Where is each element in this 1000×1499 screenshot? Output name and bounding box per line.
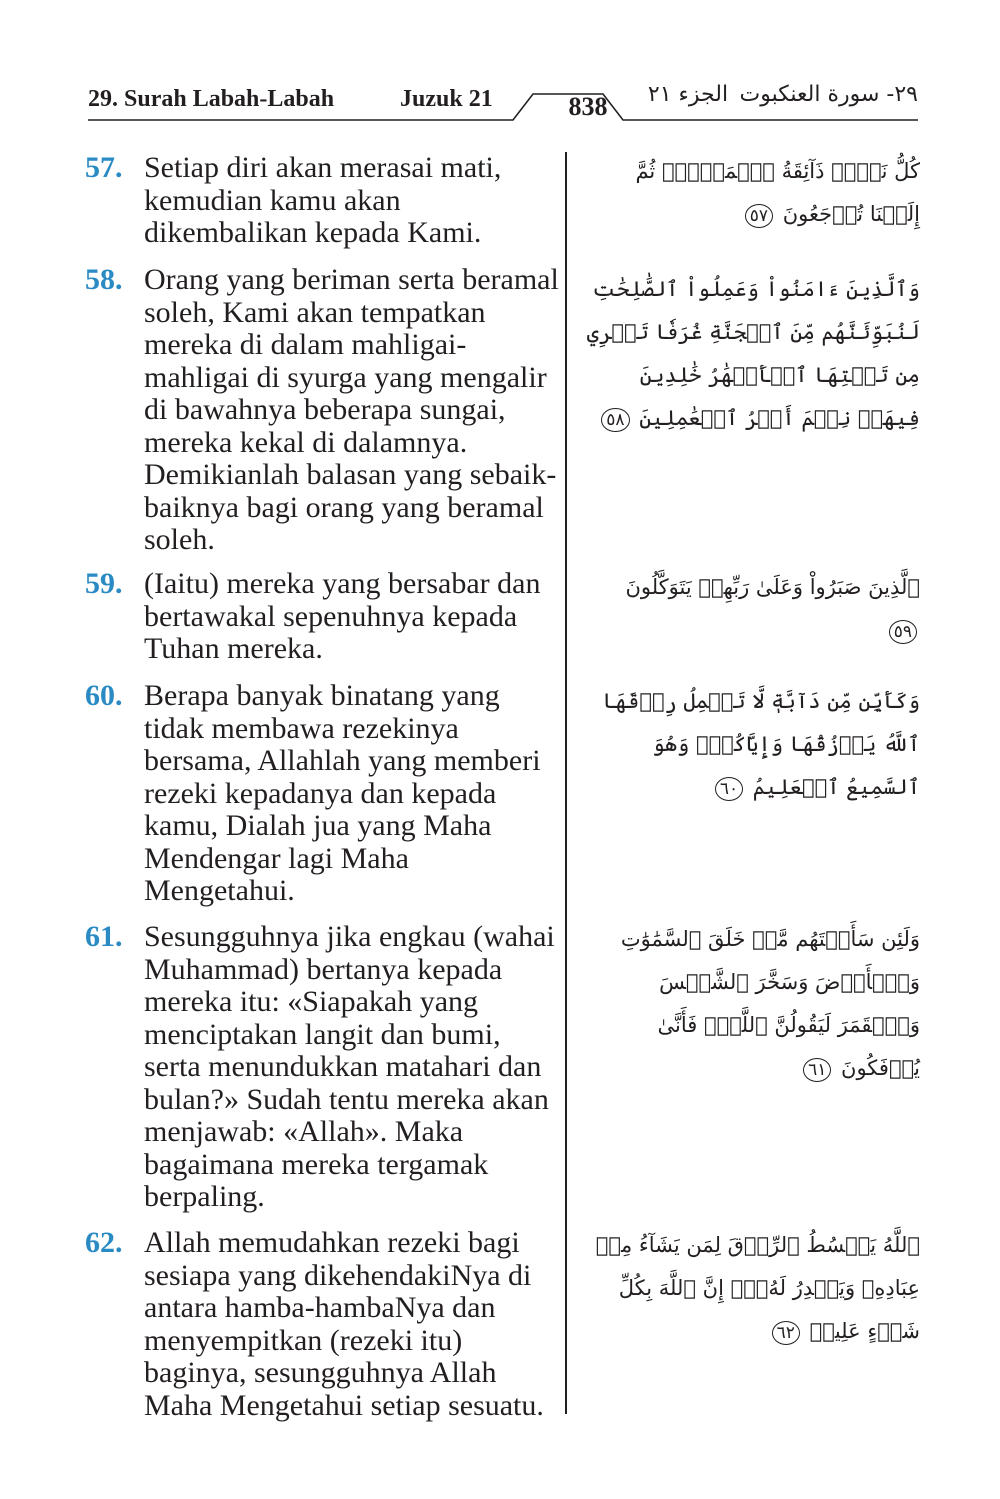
verse-arabic bbox=[585, 680, 920, 809]
verse-number: 61. bbox=[85, 920, 123, 953]
translation-text: Allah memudahkan rezeki bagi sesiapa yang dikehendakiNya di antara hamba-hambaNya dan menyempitkan (rezeki itu) baginya, sesungguhnya Allah Maha Mengetahui setiap sesuatu. bbox=[144, 1226, 544, 1422]
translation-text: Berapa banyak binatang yang tidak membawa rezekinya bersama, Allahlah yang memberi rezeki kepadanya dan kepada kamu, Dialah jua yang Maha Mendengar lagi Maha Mengetahui. bbox=[144, 679, 541, 907]
translation-text: Orang yang beriman serta beramal soleh, Kami akan tempatkan mereka di dalam mahligai-mahligai di syurga yang mengalir di bawahnya beberapa sungai, mereka kekal di dalamnya. Demikianlah balasan yang sebaik-baiknya bagi orang yang beramal soleh. bbox=[144, 263, 559, 556]
juz-label-arabic: الجزء ٢١ bbox=[647, 82, 729, 107]
surah-title-latin: 29. Surah Labah-Labah bbox=[88, 86, 335, 112]
ayah-end-marker: ٥٨ bbox=[601, 408, 629, 432]
juzuk-label: Juzuk 21 bbox=[400, 86, 493, 112]
arabic-text: كُلُّ نَفۡسٖ ذَآئِقَةُ ٱلۡمَوۡتِۖ ثُمَّ إِلَيۡنَا تُرۡجَعُونَ bbox=[635, 159, 920, 226]
translation-text: Setiap diri akan merasai mati, kemudian kamu akan dikembalikan kepada Kami. bbox=[144, 151, 502, 249]
surah-title-arabic: ٢٩- سورة العنكبوت bbox=[739, 82, 918, 107]
translation-text: Sesungguhnya jika engkau (wahai Muhammad) bertanya kepada mereka itu: «Siapakah yang menciptakan langit dan bumi, serta menundukkan matahari dan bulan?» Sudah tentu mereka akan menjawab: «Allah». Maka bagaimana mereka tergamak berpaling. bbox=[144, 920, 555, 1213]
arabic-text: وَلَئِن سَأَلۡتَهُم مَّنۡ خَلَقَ ٱلسَّمَٰوَٰتِ وَٱلۡأَرۡضَ وَسَخَّرَ ٱلشَّمۡسَ وَٱلۡقَمَرَ لَيَقُولُنَّ ٱللَّهُۖ فَأَنَّىٰ يُؤۡفَكُونَ bbox=[620, 927, 920, 1080]
verse-translation bbox=[85, 568, 560, 666]
verse-translation bbox=[85, 264, 560, 557]
verse-translation bbox=[85, 680, 560, 908]
column-divider bbox=[565, 152, 567, 1414]
verse-number: 57. bbox=[85, 151, 123, 184]
page-number: 838 bbox=[568, 92, 608, 121]
verse-arabic bbox=[585, 268, 920, 440]
verse-number: 62. bbox=[85, 1226, 123, 1259]
ayah-end-marker: ٦٠ bbox=[715, 777, 743, 801]
page-header bbox=[88, 82, 918, 122]
ayah-end-marker: ٥٩ bbox=[889, 620, 917, 644]
translation-text: (Iaitu) mereka yang bersabar dan bertawakal sepenuhnya kepada Tuhan mereka. bbox=[144, 567, 541, 665]
arabic-text: ٱلَّذِينَ صَبَرُواْ وَعَلَىٰ رَبِّهِمۡ يَتَوَكَّلُونَ bbox=[625, 575, 920, 599]
ayah-end-marker: ٦٢ bbox=[772, 1321, 800, 1345]
verse-number: 58. bbox=[85, 263, 123, 296]
ayah-end-marker: ٥٧ bbox=[745, 204, 773, 228]
ayah-end-marker: ٦١ bbox=[803, 1058, 831, 1082]
verse-arabic bbox=[585, 150, 920, 236]
verse-arabic bbox=[585, 918, 920, 1090]
verse-translation bbox=[85, 152, 560, 250]
verse-number: 60. bbox=[85, 679, 123, 712]
verse-number: 59. bbox=[85, 567, 123, 600]
verse-arabic bbox=[585, 566, 920, 652]
arabic-text: وَٱلَّذِينَ ءَامَنُواْ وَعَمِلُواْ ٱلصَّٰلِحَٰتِ لَنُبَوِّئَنَّهُم مِّنَ ٱلۡجَنَّةِ غُرَفٗا تَجۡرِي مِن تَحۡتِهَا ٱلۡأَنۡهَٰرُ خَٰلِدِينَ فِيهَاۚ نِعۡمَ أَجۡرُ ٱلۡعَٰمِلِينَ bbox=[586, 277, 920, 430]
verse-translation bbox=[85, 1227, 560, 1422]
verse-arabic bbox=[585, 1224, 920, 1353]
arabic-text: وَكَأَيِّن مِّن دَآبَّةٖ لَّا تَحۡمِلُ رِزۡقَهَا ٱللَّهُ يَرۡزُقُهَا وَإِيَّاكُمۡۚ وَهُوَ ٱلسَّمِيعُ ٱلۡعَلِيمُ bbox=[602, 689, 920, 799]
verse-translation bbox=[85, 921, 560, 1214]
arabic-text: ٱللَّهُ يَبۡسُطُ ٱلرِّزۡقَ لِمَن يَشَآءُ مِنۡ عِبَادِهِۦ وَيَقۡدِرُ لَهُۥٓۚ إِنَّ ٱللَّهَ بِكُلِّ شَيۡءٍ عَلِيمٞ bbox=[595, 1233, 920, 1343]
